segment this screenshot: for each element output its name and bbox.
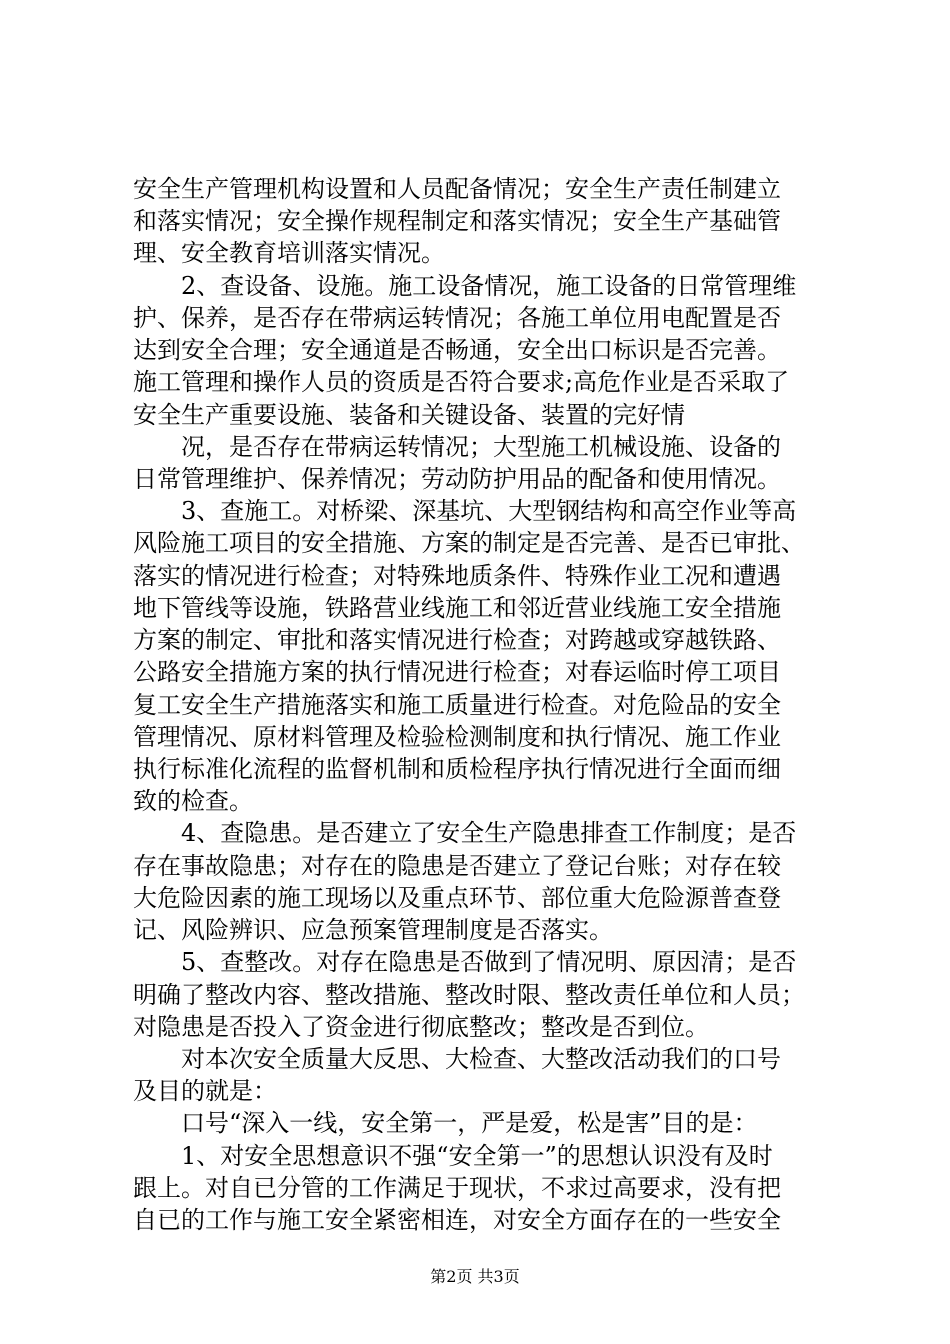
text-line: 达到安全合理；安全通道是否畅通，安全出口标识是否完善。 bbox=[133, 336, 781, 365]
text-line: 及目的就是： bbox=[133, 1077, 277, 1106]
text-line: 方案的制定、审批和落实情况进行检查；对跨越或穿越铁路、 bbox=[133, 626, 781, 655]
text-line: 3、查施工。对桥梁、深基坑、大型钢结构和高空作业等高 bbox=[133, 497, 797, 526]
text-line: 地下管线等设施，铁路营业线施工和邻近营业线施工安全措施 bbox=[133, 593, 781, 622]
text-line: 护、保养，是否存在带病运转情况；各施工单位用电配置是否 bbox=[133, 303, 781, 332]
text-line: 口号“深入一线，安全第一，严是爱，松是害”目的是： bbox=[133, 1109, 758, 1138]
text-line: 大危险因素的施工现场以及重点环节、部位重大危险源普查登 bbox=[133, 883, 781, 912]
page-footer: 第2页 共3页 bbox=[430, 1267, 520, 1286]
text-line: 存在事故隐患；对存在的隐患是否建立了登记台账；对存在较 bbox=[133, 851, 781, 880]
text-line: 对本次安全质量大反思、大检查、大整改活动我们的口号 bbox=[133, 1044, 781, 1073]
text-line: 公路安全措施方案的执行情况进行检查；对春运临时停工项目 bbox=[133, 658, 781, 687]
text-line: 日常管理维护、保养情况；劳动防护用品的配备和使用情况。 bbox=[133, 464, 781, 493]
text-line: 致的检查。 bbox=[133, 787, 253, 816]
text-line: 跟上。对自已分管的工作满足于现状，不求过高要求，没有把 bbox=[133, 1173, 781, 1202]
text-line: 况，是否存在带病运转情况；大型施工机械设施、设备的 bbox=[133, 432, 781, 461]
text-line: 理、安全教育培训落实情况。 bbox=[133, 239, 445, 268]
text-line: 记、风险辨识、应急预案管理制度是否落实。 bbox=[133, 916, 613, 945]
text-line: 对隐患是否投入了资金进行彻底整改；整改是否到位。 bbox=[133, 1012, 709, 1041]
text-line: 施工管理和操作人员的资质是否符合要求;高危作业是否采取了 bbox=[133, 368, 790, 397]
text-line: 安全生产重要设施、装备和关键设备、装置的完好情 bbox=[133, 400, 685, 429]
text-line: 管理情况、原材料管理及检验检测制度和执行情况、施工作业 bbox=[133, 722, 781, 751]
text-line: 安全生产管理机构设置和人员配备情况；安全生产责任制建立 bbox=[133, 175, 781, 203]
text-line: 5、查整改。对存在隐患是否做到了情况明、原因清；是否 bbox=[133, 948, 797, 977]
text-line: 4、查隐患。是否建立了安全生产隐患排查工作制度；是否 bbox=[133, 819, 797, 848]
text-line: 执行标准化流程的监督机制和质检程序执行情况进行全面而细 bbox=[133, 754, 781, 783]
text-line: 复工安全生产措施落实和施工质量进行检查。对危险品的安全 bbox=[133, 690, 781, 719]
text-line: 2、查设备、设施。施工设备情况，施工设备的日常管理维 bbox=[133, 271, 797, 300]
text-line: 1、对安全思想意识不强“安全第一”的思想认识没有及时 bbox=[133, 1141, 773, 1170]
text-line: 落实的情况进行检查；对特殊地质条件、特殊作业工况和遭遇 bbox=[133, 561, 781, 590]
text-line: 明确了整改内容、整改措施、整改时限、整改责任单位和人员； bbox=[133, 980, 805, 1009]
text-line: 风险施工项目的安全措施、方案的制定是否完善、是否已审批、 bbox=[133, 529, 805, 558]
text-line: 自已的工作与施工安全紧密相连，对安全方面存在的一些安全 bbox=[133, 1206, 781, 1235]
text-line: 和落实情况；安全操作规程制定和落实情况；安全生产基础管 bbox=[133, 207, 781, 236]
